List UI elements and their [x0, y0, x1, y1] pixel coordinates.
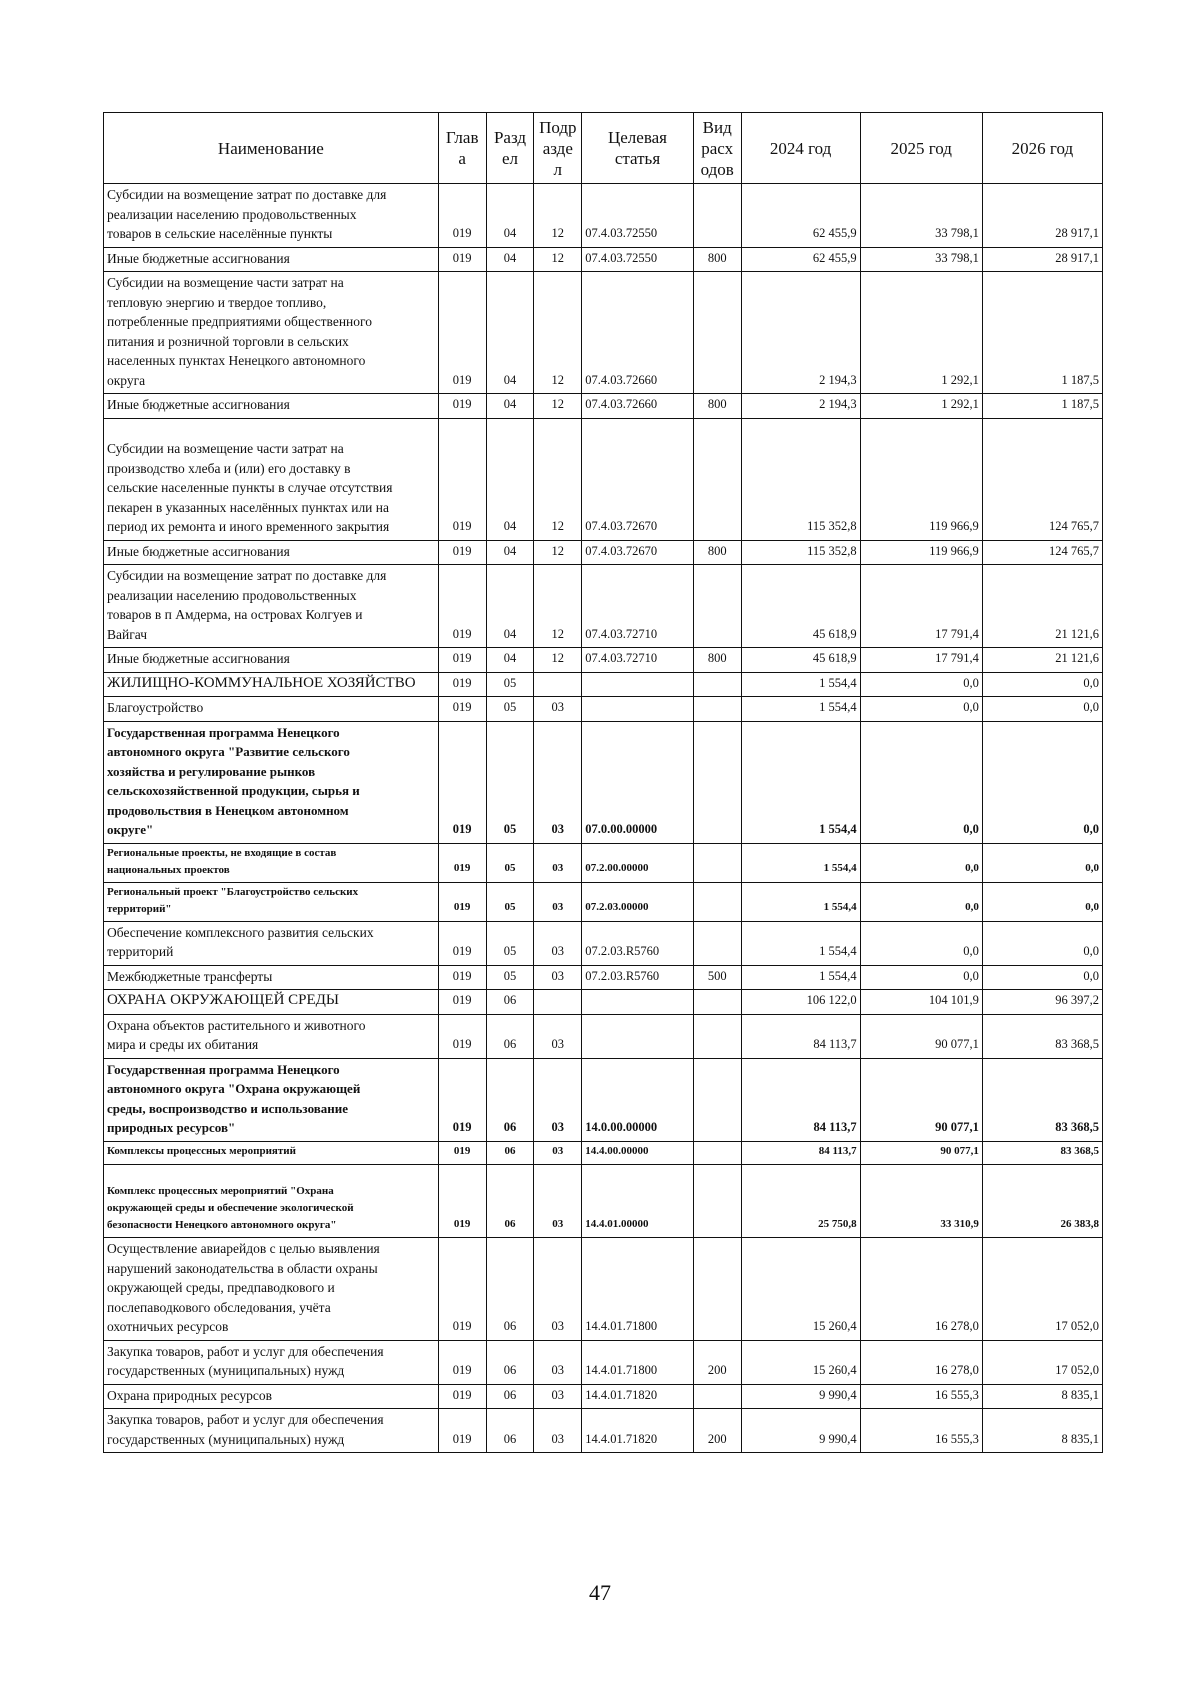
cell-year-2025: 1 292,1: [860, 394, 982, 419]
cell-podrazdel: 12: [534, 394, 582, 419]
cell-razdel: 04: [486, 565, 534, 648]
cell-year-2024: 1 554,4: [741, 721, 860, 843]
cell-razdel: 06: [486, 990, 534, 1015]
table-row: [104, 1165, 1103, 1238]
cell-target-article: [582, 1014, 694, 1058]
cell-podrazdel: 03: [534, 1014, 582, 1058]
cell-podrazdel: 03: [534, 843, 582, 882]
cell-name: Иные бюджетные ассигнования: [104, 394, 439, 419]
cell-year-2025: 90 077,1: [860, 1058, 982, 1141]
cell-razdel: 04: [486, 272, 534, 394]
cell-name: Государственная программа Ненецкого автономного округа "Охрана окружающей среды, воспроизводство и использование природных ресурсов": [104, 1058, 439, 1141]
cell-podrazdel: 03: [534, 1058, 582, 1141]
cell-year-2026: 1 187,5: [982, 272, 1102, 394]
cell-razdel: 04: [486, 540, 534, 565]
cell-year-2024: 9 990,4: [741, 1384, 860, 1409]
cell-glava: 019: [438, 965, 486, 990]
table-row: [104, 540, 1103, 565]
cell-podrazdel: 12: [534, 540, 582, 565]
cell-target-article: 14.4.01.00000: [582, 1165, 694, 1238]
cell-year-2026: 83 368,5: [982, 1141, 1102, 1165]
cell-glava: 019: [438, 272, 486, 394]
cell-name: Обеспечение комплексного развития сельских территорий: [104, 921, 439, 965]
table-row: [104, 672, 1103, 697]
cell-year-2026: 17 052,0: [982, 1238, 1102, 1341]
cell-glava: 019: [438, 990, 486, 1015]
cell-name: Охрана объектов растительного и животного мира и среды их обитания: [104, 1014, 439, 1058]
cell-razdel: 04: [486, 247, 534, 272]
cell-year-2026: 28 917,1: [982, 247, 1102, 272]
cell-expense-type: 800: [693, 394, 741, 419]
cell-podrazdel: 03: [534, 1165, 582, 1238]
cell-expense-type: 800: [693, 540, 741, 565]
cell-year-2024: 1 554,4: [741, 882, 860, 921]
cell-year-2026: 83 368,5: [982, 1058, 1102, 1141]
table-row: [104, 921, 1103, 965]
cell-razdel: 06: [486, 1340, 534, 1384]
cell-expense-type: [693, 1058, 741, 1141]
table-row: [104, 247, 1103, 272]
cell-razdel: 05: [486, 965, 534, 990]
cell-glava: 019: [438, 1384, 486, 1409]
cell-podrazdel: 03: [534, 697, 582, 722]
table-row: [104, 272, 1103, 394]
cell-target-article: [582, 672, 694, 697]
cell-year-2026: 8 835,1: [982, 1409, 1102, 1453]
cell-year-2024: 45 618,9: [741, 648, 860, 673]
cell-expense-type: [693, 1238, 741, 1341]
cell-target-article: 07.4.03.72710: [582, 565, 694, 648]
cell-expense-type: [693, 1014, 741, 1058]
cell-year-2025: 90 077,1: [860, 1014, 982, 1058]
cell-year-2025: 0,0: [860, 697, 982, 722]
cell-podrazdel: 03: [534, 1384, 582, 1409]
cell-target-article: 14.4.01.71820: [582, 1409, 694, 1453]
cell-year-2025: 33 798,1: [860, 247, 982, 272]
cell-year-2026: 0,0: [982, 921, 1102, 965]
table-row: [104, 1058, 1103, 1141]
cell-glava: 019: [438, 540, 486, 565]
cell-target-article: 14.0.00.00000: [582, 1058, 694, 1141]
cell-podrazdel: [534, 672, 582, 697]
table-row: [104, 565, 1103, 648]
cell-name: Охрана природных ресурсов: [104, 1384, 439, 1409]
cell-year-2026: 0,0: [982, 843, 1102, 882]
cell-expense-type: [693, 565, 741, 648]
cell-razdel: 04: [486, 184, 534, 248]
cell-year-2025: 16 555,3: [860, 1384, 982, 1409]
header-year-2026: 2026 год: [982, 113, 1102, 184]
cell-target-article: 07.4.03.72660: [582, 272, 694, 394]
cell-name: Субсидии на возмещение части затрат на тепловую энергию и твердое топливо, потребленные предприятиями общественного питания и розничной торговли в сельских населенных пунктах Ненецкого автономного округа: [104, 272, 439, 394]
cell-year-2024: 1 554,4: [741, 843, 860, 882]
cell-year-2025: 104 101,9: [860, 990, 982, 1015]
cell-expense-type: [693, 843, 741, 882]
cell-expense-type: 200: [693, 1340, 741, 1384]
cell-glava: 019: [438, 1058, 486, 1141]
cell-razdel: 05: [486, 672, 534, 697]
cell-name: Субсидии на возмещение затрат по доставке для реализации населению продовольственных товаров в п Амдерма, на островах Колгуев и Вайгач: [104, 565, 439, 648]
header-expense-type: Вид расх одов: [693, 113, 741, 184]
cell-expense-type: 800: [693, 648, 741, 673]
cell-expense-type: 200: [693, 1409, 741, 1453]
cell-year-2026: 8 835,1: [982, 1384, 1102, 1409]
cell-name: ЖИЛИЩНО-КОММУНАЛЬНОЕ ХОЗЯЙСТВО: [104, 672, 439, 697]
table-row: [104, 418, 1103, 540]
header-target-article: Целевая статья: [582, 113, 694, 184]
cell-glava: 019: [438, 843, 486, 882]
header-year-2024: 2024 год: [741, 113, 860, 184]
header-razdel: Разд ел: [486, 113, 534, 184]
cell-year-2025: 119 966,9: [860, 540, 982, 565]
cell-podrazdel: 12: [534, 418, 582, 540]
table-row: [104, 1384, 1103, 1409]
cell-glava: 019: [438, 184, 486, 248]
table-row: [104, 1141, 1103, 1165]
cell-name: Субсидии на возмещение затрат по доставке для реализации населению продовольственных товаров в сельские населённые пункты: [104, 184, 439, 248]
cell-year-2024: 1 554,4: [741, 672, 860, 697]
cell-podrazdel: 03: [534, 1141, 582, 1165]
cell-year-2024: 115 352,8: [741, 418, 860, 540]
cell-podrazdel: 03: [534, 721, 582, 843]
table-row: [104, 721, 1103, 843]
cell-expense-type: [693, 272, 741, 394]
cell-year-2024: 1 554,4: [741, 965, 860, 990]
cell-glava: 019: [438, 1238, 486, 1341]
cell-razdel: 06: [486, 1409, 534, 1453]
cell-year-2024: 62 455,9: [741, 184, 860, 248]
cell-name: Комплекс процессных мероприятий "Охрана окружающей среды и обеспечение экологической безопасности Ненецкого автономного округа": [104, 1165, 439, 1238]
cell-target-article: 07.2.03.00000: [582, 882, 694, 921]
cell-glava: 019: [438, 418, 486, 540]
header-year-2025: 2025 год: [860, 113, 982, 184]
table-row: [104, 697, 1103, 722]
cell-year-2025: 17 791,4: [860, 648, 982, 673]
cell-year-2025: 0,0: [860, 843, 982, 882]
table-body: [104, 184, 1103, 1453]
cell-year-2026: 17 052,0: [982, 1340, 1102, 1384]
cell-year-2024: 45 618,9: [741, 565, 860, 648]
cell-year-2024: 84 113,7: [741, 1014, 860, 1058]
cell-year-2024: 15 260,4: [741, 1340, 860, 1384]
cell-year-2026: 28 917,1: [982, 184, 1102, 248]
cell-target-article: [582, 697, 694, 722]
cell-name: Закупка товаров, работ и услуг для обеспечения государственных (муниципальных) нужд: [104, 1409, 439, 1453]
cell-expense-type: [693, 721, 741, 843]
cell-expense-type: [693, 184, 741, 248]
cell-glava: 019: [438, 721, 486, 843]
cell-year-2024: 84 113,7: [741, 1141, 860, 1165]
cell-razdel: 06: [486, 1384, 534, 1409]
cell-year-2024: 84 113,7: [741, 1058, 860, 1141]
cell-year-2024: 15 260,4: [741, 1238, 860, 1341]
cell-razdel: 06: [486, 1165, 534, 1238]
cell-expense-type: [693, 1384, 741, 1409]
cell-year-2026: 21 121,6: [982, 648, 1102, 673]
cell-year-2025: 33 310,9: [860, 1165, 982, 1238]
cell-target-article: 07.2.03.R5760: [582, 921, 694, 965]
cell-year-2026: 83 368,5: [982, 1014, 1102, 1058]
cell-year-2026: 0,0: [982, 672, 1102, 697]
cell-glava: 019: [438, 921, 486, 965]
cell-year-2024: 115 352,8: [741, 540, 860, 565]
cell-expense-type: [693, 882, 741, 921]
cell-year-2025: 0,0: [860, 882, 982, 921]
cell-razdel: 05: [486, 882, 534, 921]
cell-name: Закупка товаров, работ и услуг для обеспечения государственных (муниципальных) нужд: [104, 1340, 439, 1384]
budget-table: [103, 112, 1103, 1453]
cell-target-article: 07.4.03.72550: [582, 247, 694, 272]
cell-name: ОХРАНА ОКРУЖАЮЩЕЙ СРЕДЫ: [104, 990, 439, 1015]
cell-name: Благоустройство: [104, 697, 439, 722]
cell-glava: 019: [438, 565, 486, 648]
table-row: [104, 1014, 1103, 1058]
cell-year-2025: 16 278,0: [860, 1340, 982, 1384]
table-row: [104, 1340, 1103, 1384]
cell-year-2025: 0,0: [860, 921, 982, 965]
cell-target-article: 07.4.03.72660: [582, 394, 694, 419]
table-row: [104, 394, 1103, 419]
cell-expense-type: [693, 921, 741, 965]
cell-name: Субсидии на возмещение части затрат на производство хлеба и (или) его доставку в сельские населенные пункты в случае отсутствия пекарен в указанных населённых пунктах или на период их ремонта и иного временного закрытия: [104, 418, 439, 540]
cell-glava: 019: [438, 1340, 486, 1384]
cell-podrazdel: [534, 990, 582, 1015]
cell-year-2026: 21 121,6: [982, 565, 1102, 648]
cell-year-2024: 1 554,4: [741, 697, 860, 722]
cell-podrazdel: 03: [534, 1238, 582, 1341]
cell-year-2026: 0,0: [982, 882, 1102, 921]
cell-year-2024: 25 750,8: [741, 1165, 860, 1238]
cell-podrazdel: 03: [534, 1409, 582, 1453]
cell-podrazdel: 12: [534, 565, 582, 648]
cell-target-article: 07.0.00.00000: [582, 721, 694, 843]
cell-name: Иные бюджетные ассигнования: [104, 247, 439, 272]
cell-razdel: 04: [486, 418, 534, 540]
cell-expense-type: [693, 1141, 741, 1165]
cell-year-2024: 9 990,4: [741, 1409, 860, 1453]
cell-name: Осуществление авиарейдов с целью выявления нарушений законодательства в области охраны окружающей среды, предпаводкового и послепаводкового обследования, учёта охотничьих ресурсов: [104, 1238, 439, 1341]
cell-year-2025: 90 077,1: [860, 1141, 982, 1165]
cell-podrazdel: 03: [534, 882, 582, 921]
cell-name: Иные бюджетные ассигнования: [104, 648, 439, 673]
table-row: [104, 1238, 1103, 1341]
cell-year-2024: 1 554,4: [741, 921, 860, 965]
cell-year-2025: 0,0: [860, 721, 982, 843]
cell-razdel: 05: [486, 697, 534, 722]
cell-razdel: 05: [486, 843, 534, 882]
cell-glava: 019: [438, 1409, 486, 1453]
table-row: [104, 184, 1103, 248]
cell-name: Государственная программа Ненецкого автономного округа "Развитие сельского хозяйства и регулирование рынков сельскохозяйственной продукции, сырья и продовольствия в Ненецком автономном округе": [104, 721, 439, 843]
cell-razdel: 06: [486, 1141, 534, 1165]
cell-razdel: 05: [486, 721, 534, 843]
cell-year-2025: 16 278,0: [860, 1238, 982, 1341]
cell-name: Межбюджетные трансферты: [104, 965, 439, 990]
cell-year-2025: 0,0: [860, 965, 982, 990]
cell-year-2025: 33 798,1: [860, 184, 982, 248]
header-glava: Глав а: [438, 113, 486, 184]
header-podrazdel: Подр азде л: [534, 113, 582, 184]
cell-year-2025: 1 292,1: [860, 272, 982, 394]
cell-year-2026: 124 765,7: [982, 540, 1102, 565]
cell-glava: 019: [438, 648, 486, 673]
table-header-row: [104, 113, 1103, 184]
cell-target-article: 07.4.03.72550: [582, 184, 694, 248]
cell-target-article: 07.4.03.72670: [582, 418, 694, 540]
cell-razdel: 05: [486, 921, 534, 965]
cell-year-2024: 2 194,3: [741, 272, 860, 394]
cell-glava: 019: [438, 882, 486, 921]
page-number: 47: [589, 1580, 611, 1605]
cell-target-article: 07.2.03.R5760: [582, 965, 694, 990]
cell-expense-type: 500: [693, 965, 741, 990]
cell-year-2026: 96 397,2: [982, 990, 1102, 1015]
cell-target-article: 07.4.03.72710: [582, 648, 694, 673]
cell-target-article: 14.4.01.71800: [582, 1340, 694, 1384]
cell-glava: 019: [438, 1165, 486, 1238]
table-row: [104, 990, 1103, 1015]
cell-year-2025: 17 791,4: [860, 565, 982, 648]
cell-year-2024: 62 455,9: [741, 247, 860, 272]
cell-target-article: 07.4.03.72670: [582, 540, 694, 565]
cell-expense-type: [693, 697, 741, 722]
cell-year-2026: 0,0: [982, 697, 1102, 722]
cell-year-2026: 0,0: [982, 721, 1102, 843]
cell-podrazdel: 12: [534, 247, 582, 272]
cell-name: Региональный проект "Благоустройство сельских территорий": [104, 882, 439, 921]
cell-glava: 019: [438, 1141, 486, 1165]
cell-target-article: 07.2.00.00000: [582, 843, 694, 882]
cell-glava: 019: [438, 1014, 486, 1058]
cell-expense-type: [693, 672, 741, 697]
table-row: [104, 965, 1103, 990]
cell-expense-type: 800: [693, 247, 741, 272]
cell-year-2025: 0,0: [860, 672, 982, 697]
table-row: [104, 843, 1103, 882]
cell-target-article: [582, 990, 694, 1015]
header-name: Наименование: [104, 113, 439, 184]
cell-razdel: 04: [486, 394, 534, 419]
cell-podrazdel: 12: [534, 184, 582, 248]
cell-expense-type: [693, 990, 741, 1015]
cell-year-2025: 119 966,9: [860, 418, 982, 540]
cell-razdel: 06: [486, 1014, 534, 1058]
cell-target-article: 14.4.01.71800: [582, 1238, 694, 1341]
cell-razdel: 06: [486, 1238, 534, 1341]
cell-expense-type: [693, 1165, 741, 1238]
cell-year-2026: 1 187,5: [982, 394, 1102, 419]
cell-razdel: 04: [486, 648, 534, 673]
cell-podrazdel: 03: [534, 965, 582, 990]
cell-target-article: 14.4.01.71820: [582, 1384, 694, 1409]
table-row: [104, 1409, 1103, 1453]
cell-year-2024: 106 122,0: [741, 990, 860, 1015]
cell-glava: 019: [438, 247, 486, 272]
cell-year-2026: 26 383,8: [982, 1165, 1102, 1238]
table-row: [104, 882, 1103, 921]
cell-year-2026: 0,0: [982, 965, 1102, 990]
cell-expense-type: [693, 418, 741, 540]
table-row: [104, 648, 1103, 673]
cell-name: Региональные проекты, не входящие в состав национальных проектов: [104, 843, 439, 882]
cell-glava: 019: [438, 697, 486, 722]
cell-year-2025: 16 555,3: [860, 1409, 982, 1453]
cell-name: Комплексы процессных мероприятий: [104, 1141, 439, 1165]
cell-glava: 019: [438, 672, 486, 697]
cell-name: Иные бюджетные ассигнования: [104, 540, 439, 565]
cell-podrazdel: 12: [534, 272, 582, 394]
cell-glava: 019: [438, 394, 486, 419]
cell-podrazdel: 03: [534, 921, 582, 965]
cell-podrazdel: 12: [534, 648, 582, 673]
cell-target-article: 14.4.00.00000: [582, 1141, 694, 1165]
cell-year-2026: 124 765,7: [982, 418, 1102, 540]
cell-year-2024: 2 194,3: [741, 394, 860, 419]
cell-podrazdel: 03: [534, 1340, 582, 1384]
cell-razdel: 06: [486, 1058, 534, 1141]
